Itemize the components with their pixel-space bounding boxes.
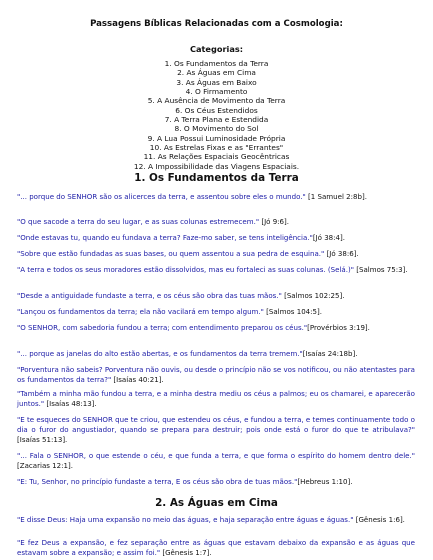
verse [17,265,415,275]
verse-quote: "Desde a antiguidade fundaste a terra, e os céus são obra das tuas mãos." [17,291,282,300]
verse-quote: "... Fala o SENHOR, o que estende o céu, e que funda a terra, e que forma o espírito do homem dentro dele." [17,451,415,460]
verse-quote: "... porque do SENHOR são os alicerces da terra, e assentou sobre eles o mundo." [17,192,306,201]
verse [17,217,415,227]
verse-reference: [Provérbios 3:19]. [307,323,370,332]
table-of-contents [0,59,433,171]
verse [17,365,415,385]
verse [17,233,415,243]
verse-reference: [Zacarias 12:1]. [17,461,73,471]
toc-item: 7. A Terra Plana e Estendida [164,115,269,125]
verse-reference: [Isaías 24:18b]. [302,349,358,358]
verse-reference: [Hebreus 1:10]. [297,477,353,486]
toc-item: 9. A Lua Possui Luminosidade Própria [147,133,286,143]
verse [17,477,415,487]
toc-item: 8. O Movimento do Sol [174,124,259,134]
verse-reference: [Gênesis 1:7]. [160,548,212,558]
verse-reference: [Salmos 104:5]. [263,307,323,316]
verse-reference: [Gênesis 1:6]. [353,515,405,524]
toc-item: 10. As Estrelas Fixas e as "Errantes" [149,143,284,153]
verse-quote: "Porventura não sabeis? Porventura não ouvis, ou desde o princípio não se vos notificou, ou não atentastes para os fundamentos da terra?" [17,365,415,385]
toc-item: 4. O Firmamento [185,87,248,97]
toc-item: 11. As Relações Espaciais Geocêntricas [143,152,290,162]
section-heading: 2. As Águas em Cima [155,497,278,509]
toc-item: 5. A Ausência de Movimento da Terra [147,96,286,106]
verse-reference: [Salmos 75:3]. [353,265,408,274]
verse-reference: [Isaías 51:13]. [17,435,68,445]
verse [17,323,415,333]
verse-quote: "Onde estavas tu, quando eu fundava a terra? Faze-mo saber, se tens inteligência." [17,233,313,242]
verse-quote: "E: Tu, Senhor, no princípio fundaste a terra, E os céus são obra de tuas mãos." [17,477,298,486]
verse-quote: "Também a minha mão fundou a terra, e a minha destra mediu os céus a palmos; eu os chamarei, e aparecerão juntos." [17,389,415,409]
verse [17,307,415,317]
verse-reference: [Isaías 48:13]. [44,399,97,409]
verse-quote: "... porque as janelas do alto estão abertas, e os fundamentos da terra tremem." [17,349,303,358]
toc-item: 2. As Águas em Cima [177,68,256,78]
document-title: Passagens Bíblicas Relacionadas com a Cosmologia: [90,19,343,29]
toc-item: 3. As Águas em Baixo [176,77,257,87]
verse-quote: "E fez Deus a expansão, e fez separação entre as águas que estavam debaixo da expansão e as águas que estavam sobre a expansão; e assim foi." [17,538,415,558]
verse-quote: "O SENHOR, com sabedoria fundou a terra; com entendimento preparou os céus." [17,323,308,332]
verse-reference: [Isaías 40:21]. [111,375,164,385]
toc-heading: Categorias: [189,44,243,54]
verse-reference: [Jó 38:6]. [324,249,359,258]
verse-quote: "Sobre que estão fundadas as suas bases, ou quem assentou a sua pedra de esquina." [17,249,325,258]
verse-reference: [Salmos 102:25]. [281,291,345,300]
verse [17,192,415,202]
verse [17,349,415,359]
verse [17,249,415,259]
verse-quote: "E disse Deus: Haja uma expansão no meio das águas, e haja separação entre águas e águas." [17,515,354,524]
section-heading: 1. Os Fundamentos da Terra [134,172,299,184]
verse-quote: "A terra e todos os seus moradores estão dissolvidos, mas eu fortaleci as suas colunas. (Selá.)" [17,265,354,274]
verse-reference: [1 Samuel 2:8b]. [305,192,367,201]
verse [17,515,415,525]
toc-item: 12. A Impossibilidade das Viagens Espaciais. [133,161,300,171]
toc-item: 1. Os Fundamentos da Terra [164,59,269,68]
verse-quote: "Lançou os fundamentos da terra; ela não vacilará em tempo algum." [17,307,264,316]
verse [17,451,415,471]
verse [17,291,415,301]
verse [17,415,415,446]
verse-reference: [Jó 38:4]. [312,233,346,242]
verse-quote: "O que sacode a terra do seu lugar, e as suas colunas estremecem." [17,217,260,226]
verse-quote: "E te esqueces do SENHOR que te criou, que estendeu os céus, e fundou a terra, e temes continuamente todo o dia o furor do angustiador, quando se prepara para destruir; pois onde está o furor do que te atribulava?" [17,415,415,435]
verse [17,389,415,409]
verse [17,538,415,558]
verse-reference: [Jó 9:6]. [259,217,290,226]
toc-item: 6. Os Céus Estendidos [175,105,258,115]
